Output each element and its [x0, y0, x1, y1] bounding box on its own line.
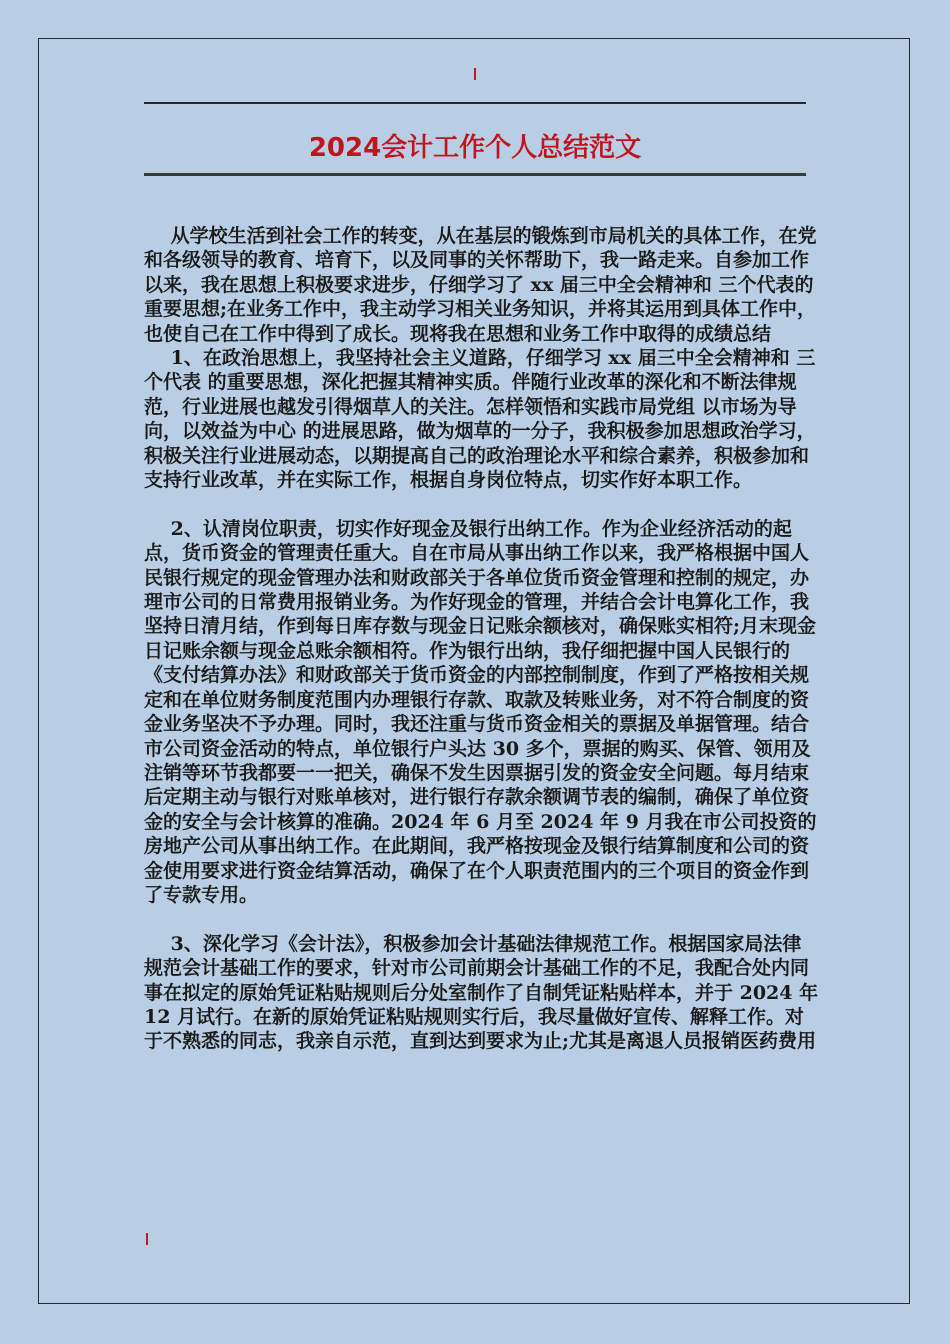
text-cursor-mark-top: [474, 68, 476, 80]
paragraph-accounting-law: 3、深化学习《会计法》，积极参加会计基础法律规范工作。根据国家局法律规范会计基础工作的要求，针对市公司前期会计基础工作的不足，我配合处内同事在拟定的原始凭证粘贴规则后分处室制作了自制凭证粘贴样本，并于 2024 年 12 月试行。在新的原始凭证粘贴规则实行后，我尽量做好宣传、解释工作。对于不熟悉的同志，我亲自示范，直到达到要求为止;尤其是离退人员报销医药费用: [144, 932, 819, 1053]
paragraph-intro: 从学校生活到社会工作的转变，从在基层的锻炼到市局机关的具体工作，在党和各级领导的教育、培育下，以及同事的关怀帮助下，我一路走来。自参加工作以来，我在思想上积极要求进步，仔细学习了 xx 届三中全会精神和 三个代表的重要思想;在业务工作中，我主动学习相关业务知识，并将其运用到具体工作中，也使自己在工作中得到了成长。现将我在思想和业务工作中取得的成绩总结: [144, 225, 817, 345]
title-underline: [144, 173, 806, 176]
document-title: 2024会计工作个人总结范文: [308, 133, 642, 163]
paragraph-politics: 1、在政治思想上，我坚持社会主义道路，仔细学习 xx 届三中全会精神和 三个代表 的重要思想，深化把握其精神实质。伴随行业改革的深化和不断法律规范，行业进展也越发引得烟草人的关注。怎样领悟和实践市局党组 以市场为导向，以效益为中心 的进展思路，做为烟草的一分子，我积极参加思想政治学习，积极关注行业进展动态，以期提高自己的政治理论水平和综合素养，积极参加和支持行业改革，并在实际工作，根据自身岗位特点，切实作好本职工作。: [144, 347, 816, 492]
paragraph-cashier: 2、认清岗位职责，切实作好现金及银行出纳工作。作为企业经济活动的起点，货币资金的管理责任重大。自在市局从事出纳工作以来，我严格根据中国人民银行规定的现金管理办法和财政部关于各单位货币资金管理和控制的规定，办理市公司的日常费用报销业务。为作好现金的管理，并结合会计电算化工作，我坚持日清月结，作到每日库存数与现金日记账余额核对，确保账实相符;月末现金日记账余额与现金总账余额相符。作为银行出纳，我仔细把握中国人民银行的《支付结算办法》和财政部关于货币资金的内部控制制度，作到了严格按相关规定和在单位财务制度范围内办理银行存款、取款及转账业务，对不符合制度的资金业务坚决不予办理。同时，我还注重与货币资金相关的票据及单据管理。结合市公司资金活动的特点，单位银行户头达 30 多个，票据的购买、保管、领用及注销等环节我都要一一把关，确保不发生因票据引发的资金安全问题。每月结束后定期主动与银行对账单核对，进行银行存款余额调节表的编制，确保了单位资金的安全与会计核算的准确。2024 年 6 月至 2024 年 9 月我在市公司投资的房地产公司从事出纳工作。在此期间，我严格按现金及银行结算制度和公司的资金使用要求进行资金结算活动，确保了在个人职责范围内的三个项目的资金作到了专款专用。: [144, 517, 817, 906]
text-cursor-mark-bottom: [146, 1233, 148, 1245]
document-body: [144, 224, 820, 1054]
header-rule: [144, 102, 806, 104]
